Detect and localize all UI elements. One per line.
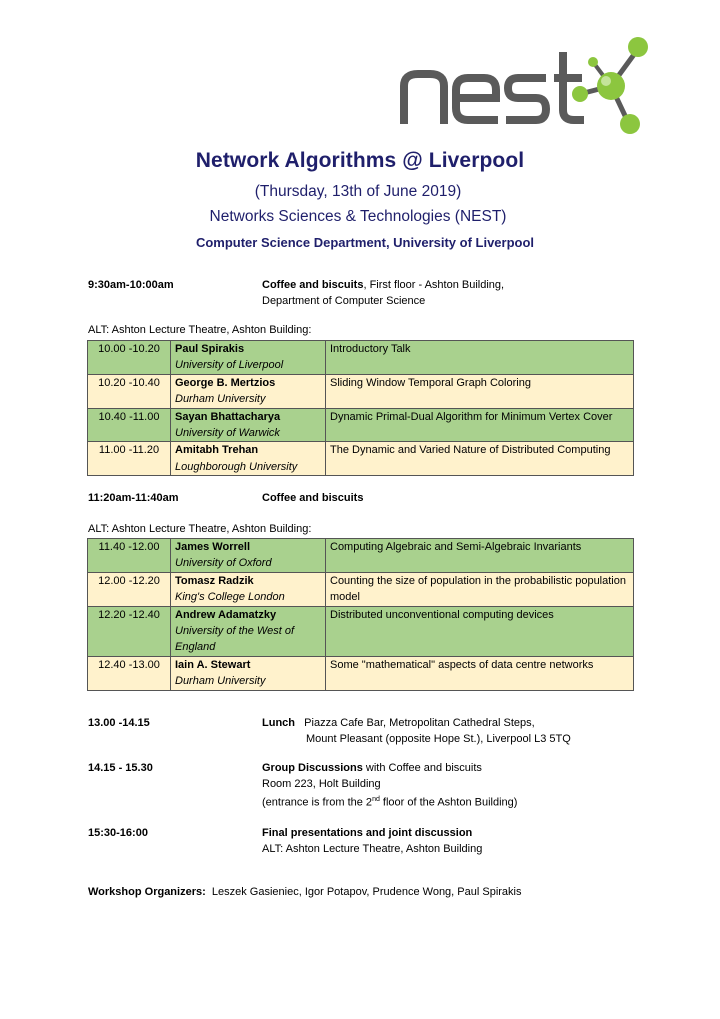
talk-affiliation: Durham University bbox=[175, 675, 266, 688]
talk-speaker: Sayan Bhattacharya bbox=[175, 410, 281, 423]
workshop-organizers bbox=[88, 886, 522, 898]
talk-title: Introductory Talk bbox=[326, 341, 634, 375]
talk-affiliation: King's College London bbox=[175, 591, 285, 604]
talk-affiliation: Durham University bbox=[175, 393, 266, 406]
talk-time: 10.00 -10.20 bbox=[88, 341, 171, 375]
talk-speaker-cell bbox=[171, 606, 326, 656]
talk-title: Sliding Window Temporal Graph Coloring bbox=[326, 374, 634, 408]
lunch-location-2: Mount Pleasant (opposite Hope St.), Liverpool L3 5TQ bbox=[306, 733, 571, 745]
group-discussions-desc bbox=[262, 760, 662, 811]
coffee-break-2-title: Coffee and biscuits bbox=[262, 492, 364, 504]
talk-affiliation: University of Liverpool bbox=[175, 359, 284, 372]
lunch-time: 13.00 -14.15 bbox=[88, 717, 150, 729]
talk-affiliation: University of Oxford bbox=[175, 557, 272, 570]
group-discussions-entrance-b: floor of the Ashton Building) bbox=[379, 796, 518, 809]
coffee-break-1-location: , First floor - Ashton Building, bbox=[363, 279, 505, 291]
talk-time: 12.40 -13.00 bbox=[88, 656, 171, 690]
talk-title: Counting the size of population in the probabilistic population model bbox=[326, 572, 634, 606]
talk-speaker: Andrew Adamatzky bbox=[175, 608, 277, 621]
talk-speaker-cell bbox=[171, 341, 326, 375]
event-department: Computer Science Department, University of Liverpool bbox=[195, 235, 535, 250]
talk-time: 10.40 -11.00 bbox=[88, 408, 171, 442]
nest-logo bbox=[398, 34, 663, 138]
final-session-desc bbox=[262, 825, 662, 857]
event-date: (Thursday, 13th of June 2019) bbox=[254, 183, 462, 200]
table-row bbox=[88, 539, 634, 573]
talk-speaker: Paul Spirakis bbox=[175, 343, 245, 355]
talk-title: The Dynamic and Varied Nature of Distributed Computing bbox=[326, 442, 634, 476]
coffee-break-1-location-2: Department of Computer Science bbox=[262, 295, 426, 307]
session-1-table bbox=[87, 340, 634, 476]
talk-title: Distributed unconventional computing devices bbox=[326, 606, 634, 656]
final-session-location: ALT: Ashton Lecture Theatre, Ashton Building bbox=[262, 843, 483, 855]
table-row bbox=[88, 606, 634, 656]
lunch-title: Lunch bbox=[262, 717, 295, 729]
talk-time: 12.00 -12.20 bbox=[88, 572, 171, 606]
talk-speaker-cell bbox=[171, 442, 326, 476]
talk-speaker: George B. Mertzios bbox=[175, 376, 276, 389]
coffee-break-1-desc bbox=[262, 277, 662, 309]
talk-speaker: Tomasz Radzik bbox=[175, 574, 254, 587]
coffee-break-1-title: Coffee and biscuits bbox=[262, 279, 364, 291]
final-session-title: Final presentations and joint discussion bbox=[262, 827, 473, 839]
final-session-time: 15:30-16:00 bbox=[88, 827, 148, 839]
page-title: Network Algorithms @ Liverpool bbox=[195, 149, 525, 172]
group-discussions-entrance-sup: nd bbox=[372, 796, 380, 803]
table-row bbox=[88, 341, 634, 375]
table-row bbox=[88, 442, 634, 476]
session-1-venue: ALT: Ashton Lecture Theatre, Ashton Building: bbox=[88, 324, 312, 336]
group-discussions-title: Group Discussions bbox=[262, 762, 363, 774]
table-row bbox=[88, 374, 634, 408]
talk-time: 11.40 -12.00 bbox=[88, 539, 171, 573]
talk-speaker-cell bbox=[171, 374, 326, 408]
group-discussions-extra: with Coffee and biscuits bbox=[362, 762, 482, 774]
talk-speaker-cell bbox=[171, 408, 326, 442]
table-row bbox=[88, 656, 634, 690]
event-organization: Networks Sciences & Technologies (NEST) bbox=[209, 208, 507, 225]
talk-speaker-cell bbox=[171, 656, 326, 690]
table-row bbox=[88, 572, 634, 606]
coffee-break-1-time: 9:30am-10:00am bbox=[88, 279, 174, 291]
talk-title: Computing Algebraic and Semi-Algebraic Invariants bbox=[326, 539, 634, 573]
group-discussions-room: Room 223, Holt Building bbox=[262, 778, 381, 790]
talk-affiliation: University of the West of England bbox=[175, 625, 295, 654]
organizers-label: Workshop Organizers: bbox=[88, 886, 206, 898]
talk-speaker: James Worrell bbox=[175, 541, 251, 553]
talk-time: 10.20 -10.40 bbox=[88, 374, 171, 408]
talk-title: Some "mathematical" aspects of data centre networks bbox=[326, 656, 634, 690]
talk-affiliation: Loughborough University bbox=[175, 460, 298, 473]
coffee-break-2-desc bbox=[262, 490, 662, 506]
talk-title: Dynamic Primal-Dual Algorithm for Minimum Vertex Cover bbox=[326, 408, 634, 442]
group-discussions-time: 14.15 - 15.30 bbox=[88, 762, 153, 774]
lunch-desc bbox=[262, 715, 662, 747]
table-row bbox=[88, 408, 634, 442]
talk-speaker-cell bbox=[171, 539, 326, 573]
talk-affiliation: University of Warwick bbox=[175, 427, 280, 440]
coffee-break-2-time: 11:20am-11:40am bbox=[88, 492, 179, 504]
talk-speaker: Iain A. Stewart bbox=[175, 658, 251, 671]
talk-speaker: Amitabh Trehan bbox=[175, 444, 259, 457]
session-2-venue: ALT: Ashton Lecture Theatre, Ashton Building: bbox=[88, 523, 312, 535]
talk-time: 11.00 -11.20 bbox=[88, 442, 171, 476]
talk-time: 12.20 -12.40 bbox=[88, 606, 171, 656]
talk-speaker-cell bbox=[171, 572, 326, 606]
group-discussions-entrance-a: (entrance is from the 2 bbox=[262, 796, 373, 809]
session-2-table bbox=[87, 538, 634, 691]
lunch-location: Piazza Cafe Bar, Metropolitan Cathedral Steps, bbox=[304, 717, 535, 729]
organizers-names: Leszek Gasieniec, Igor Potapov, Prudence Wong, Paul Spirakis bbox=[211, 886, 522, 898]
